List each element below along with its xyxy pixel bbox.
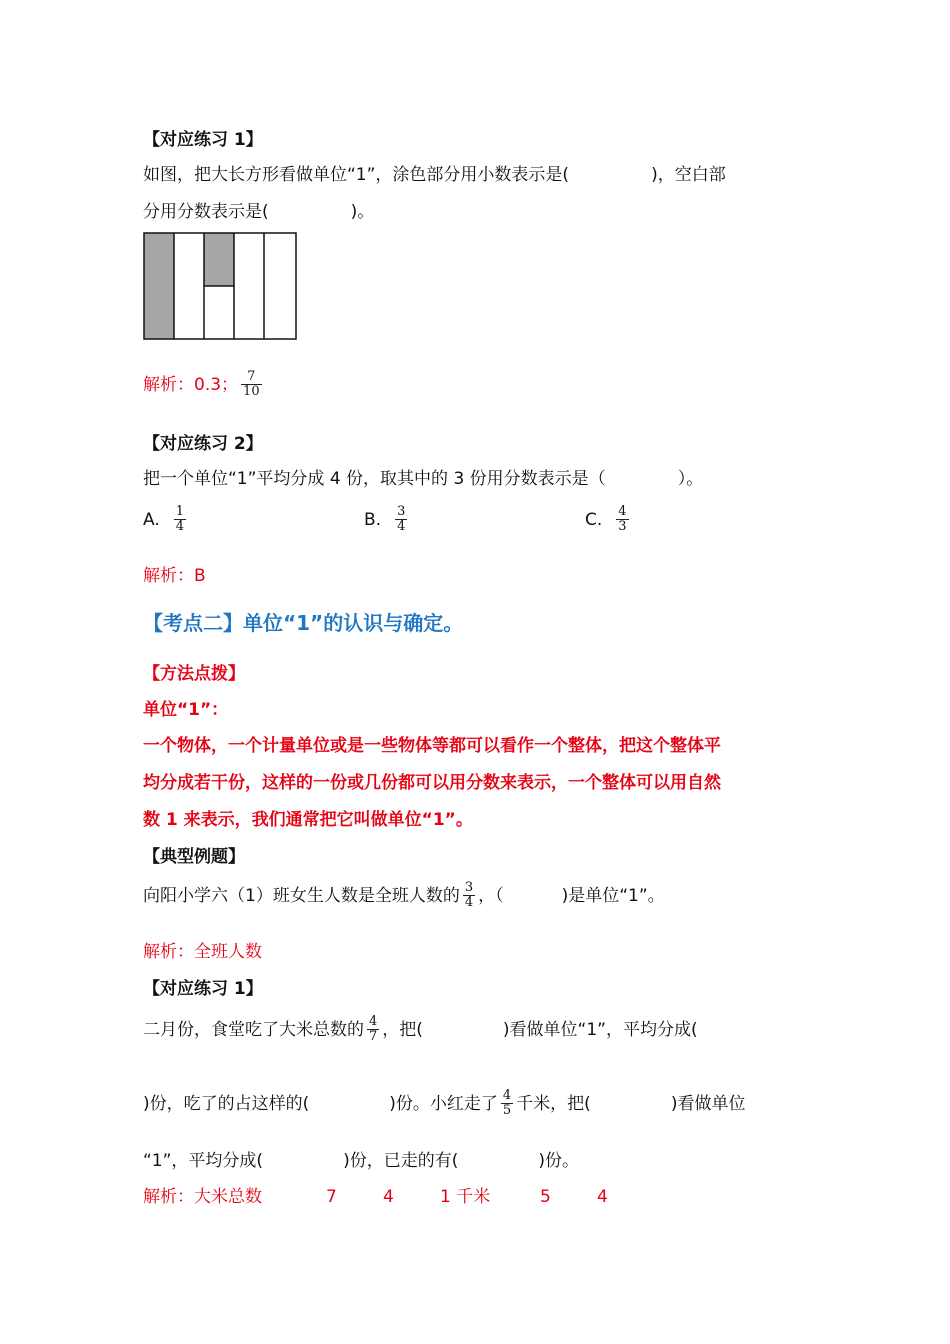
example-question-part2: ，（ (478, 885, 504, 906)
fraction-denominator: 7 (369, 1029, 378, 1044)
fraction-numerator: 3 (397, 504, 406, 519)
practice3-l1a: 二月份，食堂吃了大米总数的 (143, 1019, 364, 1040)
practice3-heading: 【对应练习 1】 (143, 979, 263, 999)
example-answer: 解析：全班人数 (143, 942, 262, 962)
practice1-answer-fraction (241, 370, 262, 399)
shaded-column-3-top (204, 233, 234, 286)
practice3-answer-4: 1 千米 (440, 1187, 491, 1207)
fraction-numerator: 1 (175, 504, 185, 519)
practice3-l3b: )份，已走的有( (343, 1151, 459, 1171)
fraction-numerator: 4 (369, 1014, 378, 1029)
practice3-l2c: 千米，把( (516, 1093, 591, 1114)
shaded-column-1 (144, 233, 174, 339)
example-heading: 【典型例题】 (143, 847, 245, 867)
option-b-fraction (395, 505, 407, 534)
practice3-l3a: “1”，平均分成( (143, 1151, 264, 1171)
practice1-line1-text: 如图，把大长方形看做单位“1”，涂色部分用小数表示是( (143, 165, 570, 185)
practice1-answer (143, 370, 265, 399)
example-fraction (463, 881, 475, 910)
example-question (143, 881, 665, 910)
practice3-line2 (143, 1089, 745, 1118)
practice3-l2d: )看做单位 (670, 1093, 746, 1114)
unit-label: 单位“1”： (143, 700, 229, 720)
practice3-answer-2: 7 (326, 1187, 337, 1207)
fraction-numerator: 4 (502, 1088, 512, 1103)
fraction-denominator: 3 (618, 519, 627, 534)
option-c[interactable] (585, 505, 632, 534)
fraction-denominator: 10 (243, 384, 260, 399)
divided-rectangle-figure (143, 232, 297, 340)
method-heading: 【方法点拨】 (143, 664, 245, 684)
practice3-answer-3: 4 (383, 1187, 394, 1207)
practice3-l3c: )份。 (538, 1151, 579, 1171)
explain-line-2: 均分成若干份，这样的一份或几份都可以用分数来表示，一个整体可以用自然 (143, 773, 721, 793)
practice1-question-line2 (143, 200, 374, 224)
practice3-line1 (143, 1015, 698, 1044)
option-a-fraction (174, 505, 186, 534)
fraction-denominator: 5 (502, 1103, 512, 1118)
practice1-heading: 【对应练习 1】 (143, 130, 263, 150)
practice1-question-line1 (143, 163, 726, 187)
explain-line-3: 数 1 来表示，我们通常把它叫做单位“1”。 (143, 810, 473, 830)
option-b-label: B. (364, 509, 382, 530)
practice2-answer: 解析：B (143, 566, 206, 586)
practice3-fraction-2 (501, 1089, 513, 1118)
option-c-fraction (616, 505, 628, 534)
practice3-answer-label: 解析：大米总数 (143, 1187, 262, 1207)
practice1-answer-text: 解析：0.3； (143, 374, 239, 395)
practice2-heading: 【对应练习 2】 (143, 434, 263, 454)
practice3-l2b: )份。小红走了 (389, 1093, 498, 1114)
practice1-line1-end: )，空白部 (651, 165, 726, 185)
fraction-numerator: 4 (618, 504, 627, 519)
practice2-question (143, 467, 703, 491)
fraction-denominator: 4 (397, 519, 406, 534)
example-question-text: 向阳小学六（1）班女生人数是全班人数的 (143, 885, 460, 906)
practice2-question-end: ）。 (677, 469, 704, 489)
fraction-denominator: 4 (464, 895, 474, 910)
fraction-numerator: 3 (464, 880, 474, 895)
option-b[interactable] (364, 505, 410, 534)
option-a-label: A. (143, 509, 160, 530)
example-question-part3: )是单位“1”。 (561, 885, 665, 906)
practice3-fraction-1 (367, 1015, 379, 1044)
explain-line-1: 一个物体，一个计量单位或是一些物体等都可以看作一个整体，把这个整体平 (143, 736, 721, 756)
practice3-l2a: )份，吃了的占这样的( (143, 1093, 310, 1114)
fraction-numerator: 7 (247, 369, 256, 384)
option-a[interactable] (143, 505, 189, 534)
fraction-denominator: 4 (175, 519, 185, 534)
practice2-question-text: 把一个单位“1”平均分成 4 份，取其中的 3 份用分数表示是（ (143, 469, 606, 489)
section-title: 【考点二】单位“1”的认识与确定。 (143, 611, 464, 635)
practice1-line2-end: )。 (350, 202, 375, 222)
practice3-l1b: ，把( (382, 1019, 423, 1040)
option-c-label: C. (585, 509, 603, 530)
practice1-line2-text: 分用分数表示是( (143, 202, 269, 222)
practice3-line3 (143, 1149, 579, 1173)
practice3-answer-5: 5 (540, 1187, 551, 1207)
practice3-answer-6: 4 (597, 1187, 608, 1207)
practice3-l1c: )看做单位“1”，平均分成( (502, 1019, 698, 1040)
